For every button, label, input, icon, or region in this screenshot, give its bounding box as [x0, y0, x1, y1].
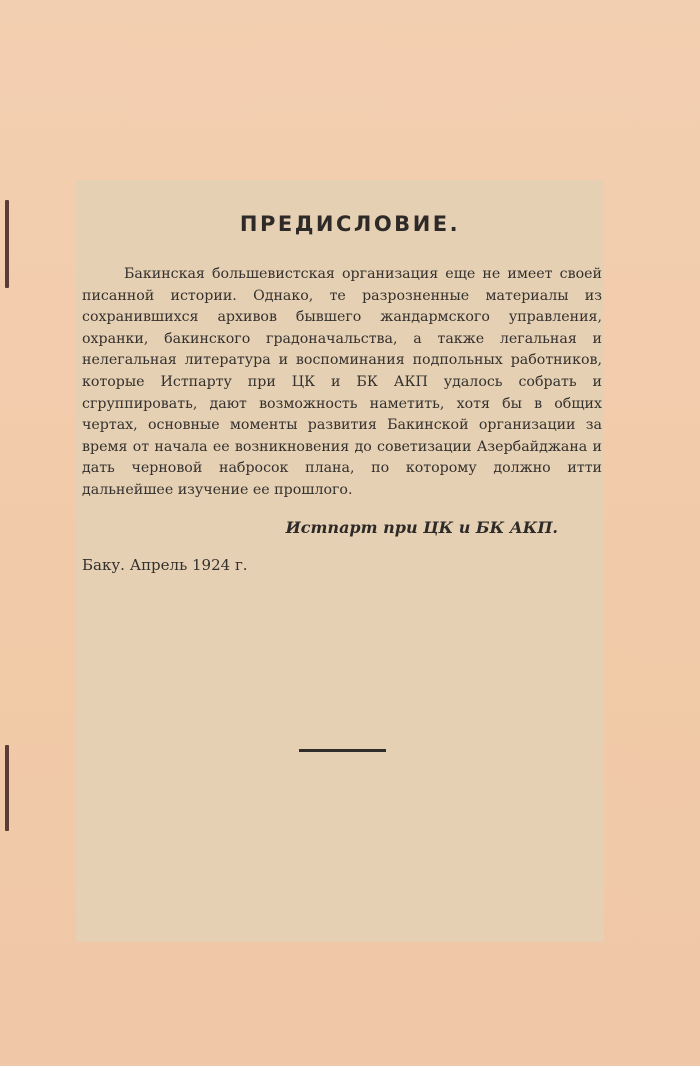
- binding-mark-bottom: [5, 745, 9, 831]
- preface-paragraph: Бакинская большевистская организация еще не имеет своей писанной истории. Однако, те разрозненные материалы из сохранившихся архивов бывшего жандармского управления, охранки, бакинского градоначальства, а также легальная и нелегальная литература и воспоминания подпольных работников, которые Истпарту при ЦК и БК АКП удалось собрать и сгруппировать, дают возможность наметить, хотя бы в общих чертах, основные моменты развития Бакинской организации за время от начала ее возникновения до советизации Азербайджана и дать черновой набросок плана, по которому должно итти дальнейшее изучение ее прошлого.: [82, 266, 602, 498]
- dateline: Баку. Апрель 1924 г.: [82, 556, 248, 574]
- section-divider-rule: [299, 749, 386, 752]
- page-title: ПРЕДИСЛОВИЕ.: [239, 212, 461, 236]
- signature: Истпарт при ЦК и БК АКП.: [285, 518, 558, 537]
